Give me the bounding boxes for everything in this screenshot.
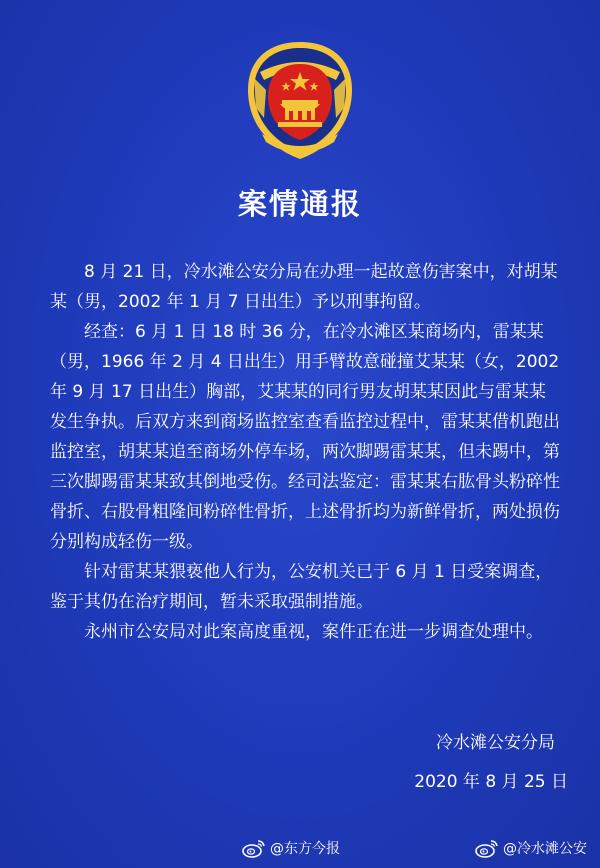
watermark-text: @冷水滩公安 [503,841,587,857]
paragraph-detention: 8 月 21 日，冷水滩公安分局在办理一起故意伤害案中，对胡某某（男，2002 年 1 月 7 日出生）予以刑事拘留。 [50,262,558,312]
paragraph-conclusion: 永州市公安局对此案高度重视，案件正在进一步调查处理中。 [84,622,543,642]
paragraph-investigation: 经查：6 月 1 日 18 时 36 分，在冷水滩区某商场内，雷某某（男，1966 年 2 月 4 日出生）用手臂故意碰撞艾某某（女，2002 年 9 月 17 日出生）胸部，艾某某的同行男友胡某某因此与雷某某发生争执。后双方来到商场监控室查看监控过程中，雷某某借机跑出监控室，胡某某追至商场外停车场，两次脚踢雷某某，但未踢中，第三次脚踢雷某某致其倒地受伤。经司法鉴定：雷某某右肱骨头粉碎性骨折、右股骨粗隆间粉碎性骨折，上述骨折均为新鲜骨折，两处损伤分别构成轻伤一级。 [50,322,560,552]
page-title: 案情通报 [237,187,362,221]
paragraph-indecency-case: 针对雷某某猥亵他人行为，公安机关已于 6 月 1 日受案调查，鉴于其仍在治疗期间，暂未采取强制措施。 [50,562,553,612]
watermark-dongfang [241,834,340,862]
watermark-lengshuitan [474,834,587,862]
signature-organization: 冷水滩公安分局 [436,733,555,753]
weibo-icon [474,837,500,859]
notice-body [50,257,560,647]
watermark-text: @东方今报 [270,841,340,857]
weibo-icon [241,837,267,859]
police-emblem-icon [240,38,360,163]
signature-date: 2020 年 8 月 25 日 [414,772,568,792]
